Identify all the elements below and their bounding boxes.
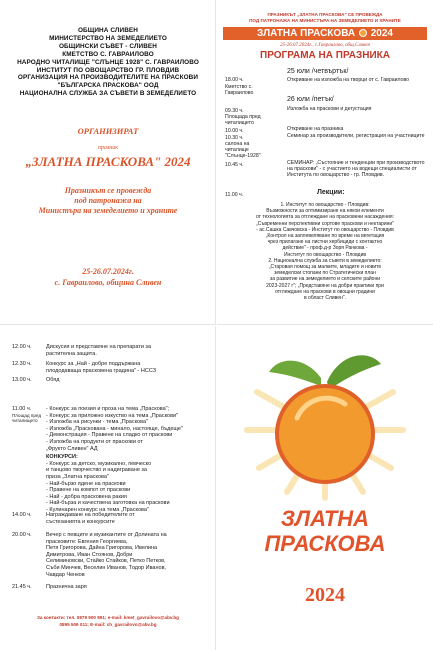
organizer-line: ИНСТИТУТ ПО ОВОЩАРСТВО ГР. ПЛОВДИВ xyxy=(36,66,180,74)
activity-line: - Конкурс за приложно изкуство на тема „Праскови" xyxy=(46,412,179,419)
item-time: 13.00 ч. xyxy=(12,377,32,383)
organizer-line: ОБЩИНСКИ СЪВЕТ - СЛИВЕН xyxy=(58,42,158,50)
lectures-list xyxy=(223,202,427,301)
item-time: 10.45 ч. xyxy=(225,162,244,168)
lecture-line: отглеждане на праскови в овощни градини xyxy=(275,288,375,295)
patronage-line: под патронажа на xyxy=(74,196,142,205)
program-title: ПРОГРАМА НА ПРАЗНИКА xyxy=(260,50,390,61)
peach-icon xyxy=(359,29,367,37)
schedule-panel xyxy=(0,326,216,650)
contest-line: - Правене на компот от праскови xyxy=(46,487,131,494)
contest-line: - Конкурс за детско, музикално, певческо xyxy=(46,460,152,467)
activity-line: - Изложба „Праскована - минало, настояще, бъдеще" xyxy=(46,425,183,432)
item-line: Вечер с певците и музикантите от Долината на xyxy=(46,532,167,538)
lecture-line: Възможности за оптимизиране на някои елементи xyxy=(266,208,384,215)
cover-year: 2024 xyxy=(305,584,345,606)
item-text xyxy=(46,344,211,357)
item-line: състезанията и конкурсите xyxy=(46,518,115,525)
lecture-line: действие" - проф.д-р Зоря Ранкова - xyxy=(282,245,368,252)
program-dateline: 25-26.07.2024г., с.Гавраилово, общ.Сливен xyxy=(280,43,370,48)
patronage-line: Празникът се провежда xyxy=(64,186,152,195)
item-place: Кметство с. Гавраилово xyxy=(225,84,254,96)
lecture-line: в област Сливен". xyxy=(304,295,346,302)
activity-line: - Демонстрация - Правене на сладко от праскови xyxy=(46,432,173,439)
program-panel xyxy=(217,0,433,325)
organizer-line: НАЦИОНАЛНА СЛУЖБА ЗА СЪВЕТИ В ЗЕМЕДЕЛИЕТО xyxy=(19,90,197,98)
item-line: прасковите: Евгения Георгиева, xyxy=(46,538,128,545)
item-text: Празнична заря xyxy=(46,584,87,590)
item-time: 09.30 ч. xyxy=(225,108,244,114)
item-line: плододаваща прасковена градина" - НССЗ xyxy=(46,367,157,374)
festival-title: „ЗЛАТНА ПРАСКОВА" 2024 xyxy=(25,154,191,169)
day2-heading: 26 юли /петък/ xyxy=(287,96,334,103)
festival-dates: 25-26.07.2024г. xyxy=(82,267,134,276)
item-text: Изложба на праскови и дегустация xyxy=(287,106,372,112)
organizer-line: МИНИСТЕРСТВО НА ЗЕМЕДЕЛИЕТО xyxy=(49,34,167,42)
item-line: Петя Григорова, Дайна Григорова, Ивелина xyxy=(46,545,158,552)
leaf-left-icon xyxy=(269,361,321,386)
banner-year: 2024 xyxy=(370,28,393,39)
peach-logo-icon xyxy=(217,326,433,506)
cover-title-line: ЗЛАТНА xyxy=(280,506,370,531)
front-panel xyxy=(0,0,216,325)
activities-list xyxy=(46,406,214,514)
day1-heading: 25 юли /четвъртък/ xyxy=(287,68,349,75)
contest-line: - Кулинарен конкурс на тема „Праскова" xyxy=(46,506,149,513)
item-time: 14.00 ч. xyxy=(12,512,32,518)
patronage-line: Министъра на земеделието и храните xyxy=(38,206,178,215)
contest-line: - Най - добра прасковена ракия xyxy=(46,493,127,500)
item-time: 21.45 ч. xyxy=(12,584,32,590)
item-time: 18.00 ч. xyxy=(225,77,244,83)
lecture-line: 1. Институт по овощарство - Пловдив: xyxy=(280,202,370,208)
festival-small-label: празник xyxy=(97,145,119,151)
festival-location: с. Гавраилово, община Сливен xyxy=(54,278,162,287)
item-line: растителна защита. xyxy=(46,350,97,357)
item-time: 20.00 ч. xyxy=(12,532,32,538)
item-text: Откриване на празника xyxy=(287,126,344,132)
lecture-line: земеделски стопани по Стратегически план xyxy=(274,270,376,277)
cover-title-line: ПРАСКОВА xyxy=(264,531,386,556)
item-line: Селиминовски, Стайко Стайков, Петко Петков, xyxy=(46,558,166,565)
program-header-line: ПОД ПАТРОНАЖА НА МИНИСТЪРА НА ЗЕМЕДЕЛИЕТО И ХРАНИТЕ xyxy=(249,18,401,23)
activity-line: - Изложба на продукти от праскови от xyxy=(46,438,143,445)
item-time: 12.00 ч. xyxy=(12,344,32,350)
lecture-line: „Контрол на заплевеляване по време на вегетация xyxy=(265,233,385,240)
date-location xyxy=(0,266,216,288)
contact-line: 0895 506 011; E-mail: ch_gavrailovo@abv.bg xyxy=(59,622,157,627)
program-banner xyxy=(223,27,427,40)
lecture-line: за развитие на земеделието и селските райони xyxy=(269,276,381,283)
organizer-line: ОБЩИНА СЛИВЕН xyxy=(77,27,138,34)
organizer-line: КМЕТСТВО С. ГАВРАИЛОВО xyxy=(62,50,154,58)
lecture-line: „Съвременни перспективни сортове праскови и нектарини" xyxy=(255,220,395,227)
cover-panel xyxy=(217,326,433,650)
item-place: Площад пред читалището xyxy=(12,413,42,424)
item-text xyxy=(46,361,211,374)
item-line: Чавдар Ченков xyxy=(46,571,85,578)
activity-line: - Конкурс за поезия и проза на тема „Праскова"; xyxy=(46,406,170,412)
item-line: Конкурс за „Най - добре поддържана xyxy=(46,361,141,367)
lecture-line: от технологията за отглеждане на прасковени насаждения: xyxy=(256,214,394,221)
contest-line: приза „Златна праскова" xyxy=(46,473,109,480)
lecture-line: „Старовая помощ за малките, младите и новите xyxy=(268,264,382,271)
item-time: 11.00 ч. xyxy=(12,406,32,412)
item-line: Димитрова, Иван Стоянов, Добри xyxy=(46,551,133,558)
item-time: 10.30 ч. xyxy=(225,135,244,141)
item-line: Съби Минчев, Веселин Иванов, Тодор Иванов, xyxy=(46,564,167,571)
leaf-right-icon xyxy=(327,355,381,390)
banner-title: ЗЛАТНА ПРАСКОВА xyxy=(257,28,356,39)
item-text: Семинар за производители, регистрация на участниците xyxy=(287,133,425,139)
activity-line: „Фруктo Сливен" АД xyxy=(46,445,98,452)
item-text xyxy=(46,512,211,525)
lecture-line: 2. Национална служба за съвети в земеделието: xyxy=(268,257,382,264)
contest-line: - Най-бързо ядене на праскови xyxy=(46,480,126,487)
lecture-line: чрез прилагане на листни хербициди с контактно xyxy=(267,239,383,246)
item-time: 11.00 ч. xyxy=(225,192,244,198)
evening-text xyxy=(46,532,214,578)
patronage-text xyxy=(0,186,216,216)
contest-line: и танцово творчество и надиграване за xyxy=(46,467,147,474)
lectures-label: Лекции: xyxy=(317,189,345,196)
lecture-line: 2023-2027 г"; „Представяне на добри практики при xyxy=(266,282,384,289)
item-text: СЕМИНАР: „Състояние и тенденции при производството на праскови" - с участието на водещи специалисти от Института по овощарство - гр. Пловдив. xyxy=(287,160,425,178)
item-line: Дискусия и представяне на препарати за xyxy=(46,344,151,350)
organizer-line: НАРОДНО ЧИТАЛИЩЕ "СЛЪНЦЕ 1928" С. ГАВРАИЛОВО xyxy=(17,58,199,66)
organizers-list xyxy=(0,27,216,98)
item-line: Награждаване на победителите от xyxy=(46,512,135,518)
item-text: Откриване на изложба на творци от с. Гавраилово xyxy=(287,77,410,83)
cover-title xyxy=(217,506,433,556)
item-place: салона на читалище "Слънце-1928" xyxy=(225,141,261,159)
item-time: 10.00 ч. xyxy=(225,128,244,134)
organizer-line: "БЪЛГАРСКА ПРАСКОВА" ООД xyxy=(57,82,159,90)
program-header-line: ПРАЗНИКЪТ „ЗЛАТНА ПРАСКОВА" СЕ ПРОВЕЖДА xyxy=(267,12,383,17)
organizer-line: ОРГАНИЗАЦИЯ НА ПРОИЗВОДИТЕЛИТЕ НА ПРАСКОВИ xyxy=(17,74,199,82)
lecture-line: Институт по овощарство - Пловдив xyxy=(283,251,367,258)
contact-line: За контакти: тел. 0879 900 891; e-mail: kmet_gavrailovo@abv.bg xyxy=(37,615,179,620)
lecture-line: - ас.Сашка Савчовска - Институт по овощарство - Пловдив xyxy=(256,226,394,233)
activity-line: - Изложба на рисунки - тема „Праскова" xyxy=(46,419,148,426)
item-text: Обяд xyxy=(46,377,60,383)
contest-line: - Най-бърза и качествена заготовка на праскови xyxy=(46,500,170,507)
item-place: Площада пред читалището xyxy=(225,114,261,126)
organizes-label: ОРГАНИЗИРАТ xyxy=(77,126,139,136)
contests-label: КОНКУРСИ: xyxy=(46,454,78,461)
item-time: 12.30 ч. xyxy=(12,361,32,367)
